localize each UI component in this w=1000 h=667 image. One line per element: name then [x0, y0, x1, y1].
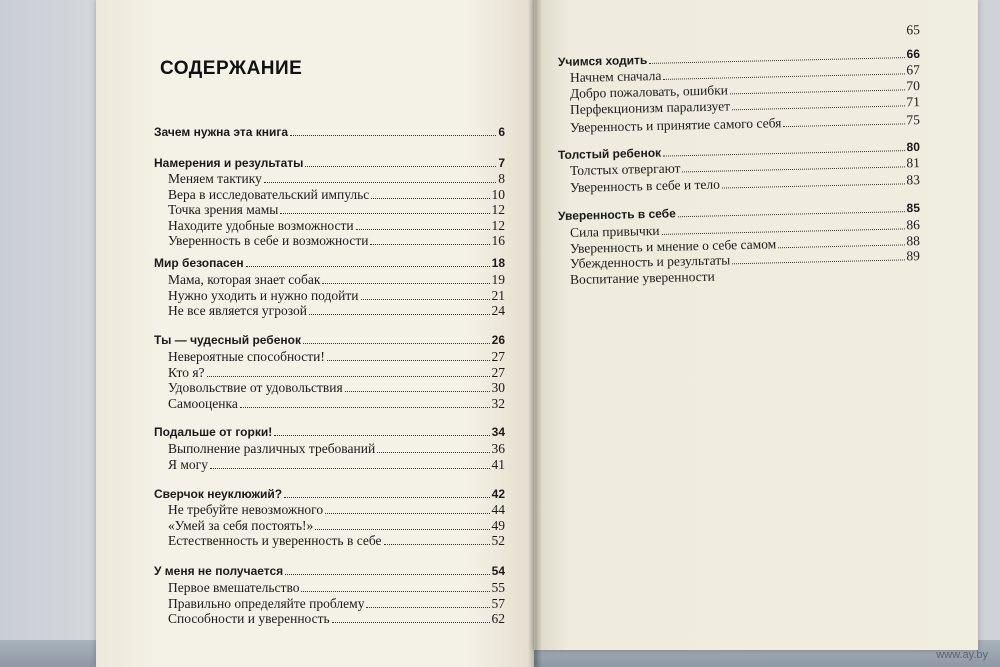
toc-entry-row — [168, 396, 505, 412]
entry-title: Находите удобные возможности — [168, 218, 354, 233]
dot-leader — [303, 343, 490, 344]
dot-leader — [783, 123, 904, 127]
entry-title: Точка зрения мамы — [168, 202, 279, 217]
page-number: 27 — [491, 365, 505, 380]
page-number: 32 — [491, 396, 505, 411]
page-number: 12 — [491, 218, 505, 233]
dot-leader — [246, 266, 490, 267]
page-number: 55 — [491, 580, 505, 595]
dot-leader — [322, 283, 489, 284]
page-number: 85 — [906, 200, 921, 216]
page-number: 10 — [491, 187, 505, 202]
page-number: 71 — [906, 94, 921, 110]
chapter-title: Учимся ходить — [557, 52, 648, 69]
dot-leader — [315, 529, 489, 530]
dot-leader — [327, 360, 490, 361]
dot-leader — [325, 513, 489, 514]
page-number: 26 — [491, 333, 505, 347]
toc-entry-row — [168, 349, 505, 365]
page-number: 75 — [906, 112, 921, 128]
page-number: 89 — [906, 248, 921, 264]
dot-leader — [345, 391, 490, 392]
chapter-title: Уверенность в себе — [557, 206, 676, 223]
entry-title: Уверенность в себе и тело — [569, 176, 721, 195]
entry-title: Уверенность и мнение о себе самом — [569, 236, 777, 256]
toc-chapter-row — [154, 425, 505, 439]
toc-entry-row — [168, 288, 505, 304]
page-number: 27 — [491, 349, 505, 364]
page-number: 24 — [491, 303, 505, 318]
page-number: 6 — [498, 125, 505, 139]
dot-leader — [305, 166, 496, 167]
dot-leader — [280, 213, 489, 214]
dot-leader — [722, 183, 905, 188]
page-number: 57 — [491, 596, 505, 611]
chapter-title: Намерения и результаты — [154, 156, 304, 170]
page-number: 18 — [491, 256, 505, 270]
dot-leader — [207, 376, 490, 377]
page-number: 65 — [906, 22, 921, 38]
dot-leader — [240, 407, 490, 408]
chapter-title: Ты — чудесный ребенок — [154, 333, 301, 347]
toc-entry-row — [168, 303, 505, 319]
page-number: 67 — [906, 62, 921, 78]
entry-title: Уверенность в себе и возможности — [168, 233, 369, 248]
toc-entry-row — [168, 502, 505, 518]
page-number: 16 — [491, 233, 505, 248]
entry-title: Мама, которая знает собак — [168, 272, 321, 287]
toc-chapter-row — [154, 564, 505, 578]
entry-title: Нужно уходить и нужно подойти — [168, 288, 359, 303]
page-number: 12 — [491, 202, 505, 217]
toc-entry-row — [168, 457, 505, 473]
dot-leader — [210, 468, 490, 469]
dot-leader — [366, 607, 489, 608]
page-number: 86 — [906, 217, 921, 233]
page-number: 7 — [498, 156, 505, 170]
page-number: 19 — [491, 272, 505, 287]
toc-entry-row — [168, 365, 505, 381]
entry-title: Способности и уверенность — [168, 611, 330, 626]
watermark: www.ay.by — [936, 649, 988, 661]
dot-leader — [384, 544, 490, 545]
entry-title: Удовольствие от удовольствия — [168, 380, 343, 395]
dot-leader — [370, 244, 489, 245]
toc-entry-row — [168, 533, 505, 549]
entry-title: Не требуйте невозможного — [168, 502, 324, 517]
toc-entry-row — [168, 187, 505, 203]
chapter-title: У меня не получается — [154, 564, 284, 578]
page-number: 30 — [491, 380, 505, 395]
dot-leader — [264, 182, 496, 183]
toc-entry-row — [168, 596, 505, 612]
entry-title: Естественность и уверенность в себе — [168, 533, 382, 548]
toc-entry-row — [168, 233, 505, 249]
entry-title: Толстых отвергают — [569, 160, 681, 178]
dot-leader — [290, 135, 496, 136]
toc-entry-row — [168, 580, 505, 596]
page-number: 8 — [498, 171, 505, 186]
toc-entry-row — [168, 611, 505, 627]
entry-title: Воспитание уверенности — [569, 268, 715, 287]
dot-leader — [332, 622, 490, 623]
page-number: 88 — [906, 233, 921, 249]
entry-title: Правильно определяйте проблему — [168, 596, 365, 611]
entry-title: Первое вмешательство — [168, 580, 300, 595]
dot-leader — [356, 229, 490, 230]
toc-chapter-row — [154, 256, 505, 270]
dot-leader — [377, 452, 489, 453]
toc-chapter-row — [154, 156, 505, 170]
entry-title: Самооценка — [168, 396, 238, 411]
dot-leader — [732, 259, 904, 264]
page-number: 34 — [491, 425, 505, 439]
dot-leader — [683, 166, 905, 172]
entry-title: Перфекционизм парализует — [569, 98, 731, 117]
page-number: 52 — [491, 533, 505, 548]
toc-chapter-row — [154, 487, 505, 501]
dot-leader — [371, 198, 489, 199]
dot-leader — [778, 244, 904, 248]
page-number: 36 — [491, 441, 505, 456]
toc-entry-row — [168, 272, 505, 288]
page-number: 44 — [491, 502, 505, 517]
entry-title: Меняем тактику — [168, 171, 262, 186]
dot-leader — [301, 591, 489, 592]
toc-chapter-row — [154, 125, 505, 139]
toc-entry-row — [168, 441, 505, 457]
page-number: 66 — [906, 46, 921, 62]
chapter-title: Мир безопасен — [154, 256, 244, 270]
chapter-title: Подальше от горки! — [154, 425, 273, 439]
chapter-title: Зачем нужна эта книга — [154, 125, 289, 139]
contents-heading: СОДЕРЖАНИЕ — [160, 58, 303, 79]
dot-leader — [285, 574, 489, 575]
entry-title: Выполнение различных требований — [168, 441, 376, 456]
entry-title: «Умей за себя постоять!» — [168, 518, 314, 533]
page-number: 21 — [491, 288, 505, 303]
dot-leader — [730, 89, 905, 94]
entry-title: Кто я? — [168, 365, 205, 380]
toc-entry-row — [168, 380, 505, 396]
entry-title: Сила привычки — [569, 222, 660, 240]
dot-leader — [274, 435, 489, 436]
entry-title: Начнем сначала — [569, 67, 662, 85]
page-number: 54 — [491, 564, 505, 578]
entry-title: Не все является угрозой — [168, 303, 307, 318]
entry-title: Уверенность и принятие самого себя — [569, 115, 782, 135]
toc-chapter-row — [154, 333, 505, 347]
entry-title: Невероятные способности! — [168, 349, 325, 364]
page-number: 81 — [906, 155, 921, 171]
page-number: 80 — [906, 139, 921, 155]
entry-title: Убежденность и результаты — [569, 252, 731, 271]
page-number: 49 — [491, 518, 505, 533]
toc-entry-row — [168, 218, 505, 234]
page-number: 42 — [491, 487, 505, 501]
book-gutter — [528, 0, 542, 667]
entry-title: Вера в исследовательский импульс — [168, 187, 370, 202]
dot-leader — [284, 497, 490, 498]
chapter-title: Сверчок неуклюжий? — [154, 487, 283, 501]
page-number: 70 — [906, 78, 921, 94]
toc-entry-row — [168, 202, 505, 218]
page-number: 83 — [906, 172, 921, 188]
dot-leader — [732, 105, 904, 110]
page-number: 41 — [491, 457, 505, 472]
toc-entry-row — [168, 171, 505, 187]
page-number: 62 — [491, 611, 505, 626]
toc-entry-row — [168, 518, 505, 534]
dot-leader — [361, 299, 490, 300]
entry-title: Я могу — [168, 457, 208, 472]
entry-title: Добро пожаловать, ошибки — [569, 82, 729, 101]
dot-leader — [309, 314, 490, 315]
chapter-title: Толстый ребенок — [557, 145, 662, 162]
